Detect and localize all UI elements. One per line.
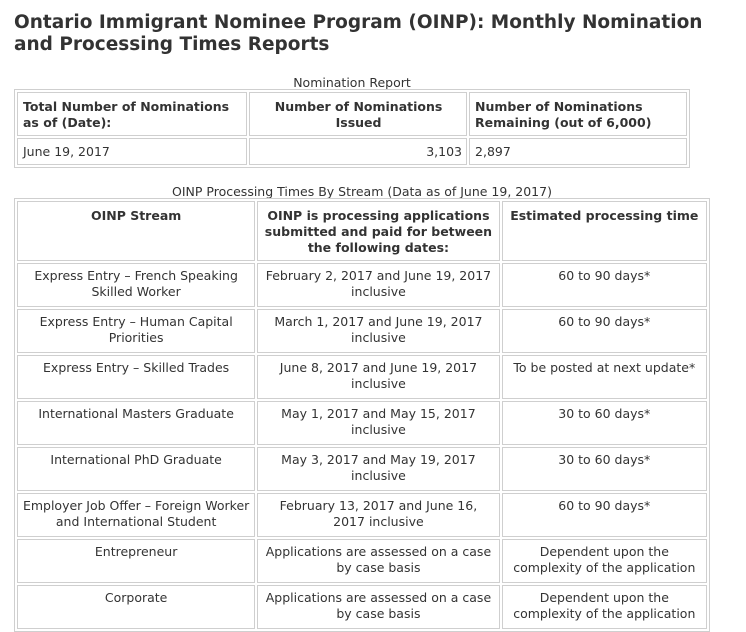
dates-cell: February 2, 2017 and June 19, 2017 inclusive — [257, 263, 499, 307]
header-nominations-issued: Number of Nominations Issued — [249, 92, 467, 136]
dates-cell: March 1, 2017 and June 19, 2017 inclusive — [257, 309, 499, 353]
page-title: Ontario Immigrant Nominee Program (OINP): Monthly Nomination and Processing Times Reports — [14, 12, 703, 55]
time-cell: 60 to 90 days* — [502, 309, 707, 353]
processing-times-caption: OINP Processing Times By Stream (Data as of June 19, 2017) — [172, 184, 552, 199]
table-row — [17, 401, 707, 445]
table-row — [17, 309, 707, 353]
time-cell: 30 to 60 days* — [502, 447, 707, 491]
nomination-report-caption: Nomination Report — [293, 75, 411, 90]
header-processing-dates: OINP is processing applications submitted and paid for between the following dates: — [257, 201, 499, 261]
nominations-issued-cell: 3,103 — [249, 138, 467, 165]
dates-cell: May 3, 2017 and May 19, 2017 inclusive — [257, 447, 499, 491]
dates-cell: May 1, 2017 and May 15, 2017 inclusive — [257, 401, 499, 445]
nomination-data-row — [17, 138, 687, 165]
nomination-date-cell: June 19, 2017 — [17, 138, 247, 165]
table-row — [17, 263, 707, 307]
time-cell: 60 to 90 days* — [502, 493, 707, 537]
dates-cell: June 8, 2017 and June 19, 2017 inclusive — [257, 355, 499, 399]
time-cell: 60 to 90 days* — [502, 263, 707, 307]
time-cell: To be posted at next update* — [502, 355, 707, 399]
nomination-header-row — [17, 92, 687, 136]
stream-cell: Express Entry – French Speaking Skilled Worker — [17, 263, 255, 307]
dates-cell: Applications are assessed on a case by case basis — [257, 539, 499, 583]
stream-cell: Express Entry – Human Capital Priorities — [17, 309, 255, 353]
stream-cell: International Masters Graduate — [17, 401, 255, 445]
table-row — [17, 447, 707, 491]
dates-cell: February 13, 2017 and June 16, 2017 inclusive — [257, 493, 499, 537]
header-estimated-time: Estimated processing time — [502, 201, 707, 261]
time-cell: Dependent upon the complexity of the application — [502, 539, 707, 583]
stream-cell: Express Entry – Skilled Trades — [17, 355, 255, 399]
table-row — [17, 585, 707, 629]
nomination-report-table — [14, 89, 690, 168]
table-row — [17, 355, 707, 399]
stream-cell: Corporate — [17, 585, 255, 629]
processing-header-row — [17, 201, 707, 261]
stream-cell: Entrepreneur — [17, 539, 255, 583]
dates-cell: Applications are assessed on a case by case basis — [257, 585, 499, 629]
table-row — [17, 493, 707, 537]
time-cell: Dependent upon the complexity of the application — [502, 585, 707, 629]
nominations-remaining-cell: 2,897 — [469, 138, 687, 165]
header-total-nominations-date: Total Number of Nominations as of (Date): — [17, 92, 247, 136]
time-cell: 30 to 60 days* — [502, 401, 707, 445]
header-nominations-remaining: Number of Nominations Remaining (out of 6,000) — [469, 92, 687, 136]
table-row — [17, 539, 707, 583]
stream-cell: Employer Job Offer – Foreign Worker and International Student — [17, 493, 255, 537]
header-oinp-stream: OINP Stream — [17, 201, 255, 261]
processing-times-table — [14, 198, 710, 632]
stream-cell: International PhD Graduate — [17, 447, 255, 491]
